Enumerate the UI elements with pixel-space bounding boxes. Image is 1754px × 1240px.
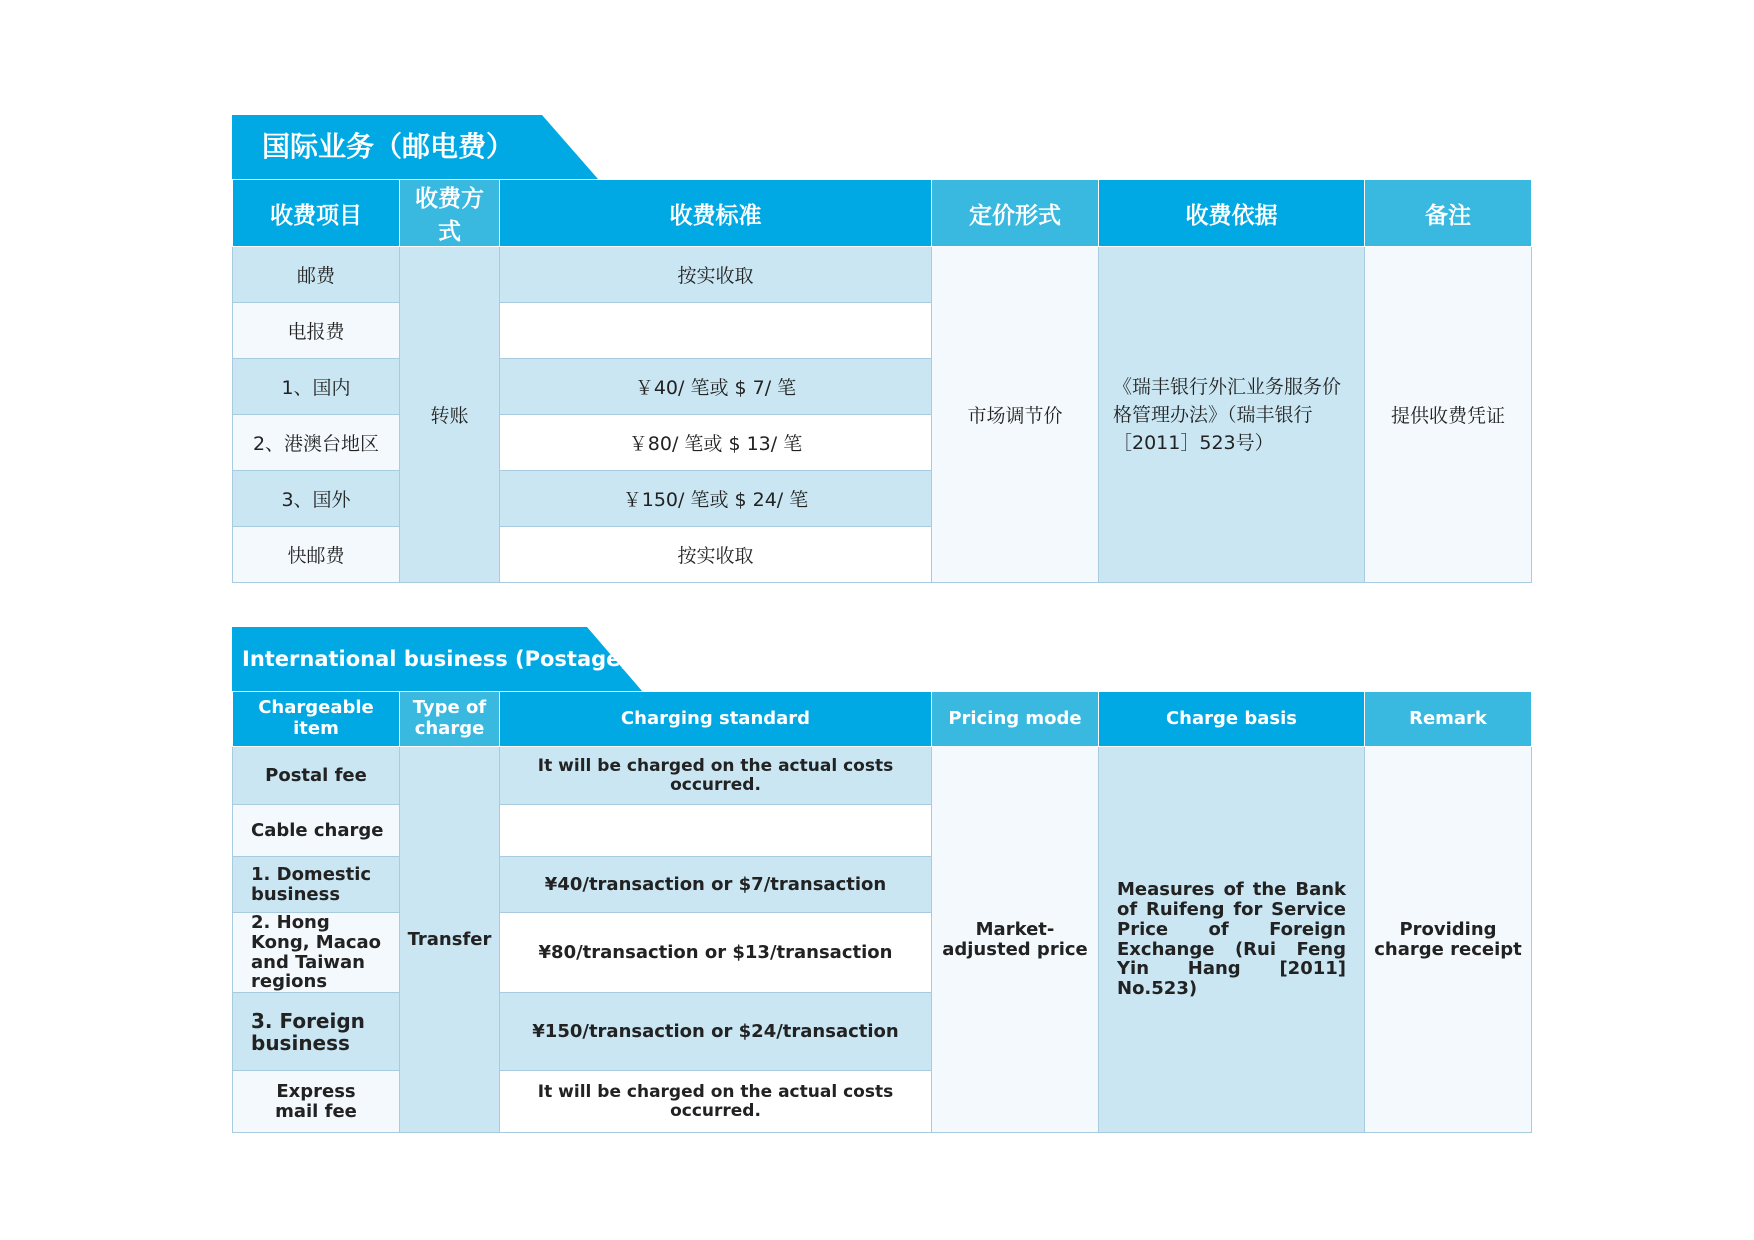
en-header-item: Chargeable item xyxy=(233,692,400,747)
en-item-cell: 3. Foreign business xyxy=(233,993,400,1071)
cn-title-tab xyxy=(232,115,1531,179)
en-header-pricing: Pricing mode xyxy=(932,692,1099,747)
en-charge-type: Transfer xyxy=(400,747,500,1133)
cn-remark: 提供收费凭证 xyxy=(1365,247,1532,583)
en-fee-table xyxy=(232,691,1532,1133)
table-row xyxy=(233,247,1532,303)
en-header-remark: Remark xyxy=(1365,692,1532,747)
cn-header-type: 收费方式 xyxy=(400,180,500,247)
cn-fee-table xyxy=(232,179,1532,583)
en-header-row xyxy=(233,692,1532,747)
cn-standard-cell: ￥40/ 笔或 $ 7/ 笔 xyxy=(500,359,932,415)
cn-item-cell: 2、港澳台地区 xyxy=(233,415,400,471)
cn-header-remark: 备注 xyxy=(1365,180,1532,247)
en-standard-cell: ¥80/transaction or $13/transaction xyxy=(500,913,932,993)
cn-header-pricing: 定价形式 xyxy=(932,180,1099,247)
cn-section-title: 国际业务（邮电费） xyxy=(262,130,515,163)
en-header-standard: Charging standard xyxy=(500,692,932,747)
en-item-cell: Express mail fee xyxy=(233,1071,400,1133)
en-item-cell: 2. Hong Kong, Macao and Taiwan regions xyxy=(233,913,400,993)
cn-header-item: 收费项目 xyxy=(233,180,400,247)
cn-standard-cell: ￥80/ 笔或 $ 13/ 笔 xyxy=(500,415,932,471)
en-header-basis: Charge basis xyxy=(1099,692,1365,747)
en-standard-cell xyxy=(500,805,932,857)
cn-charge-type: 转账 xyxy=(400,247,500,583)
en-item-cell: Cable charge xyxy=(233,805,400,857)
en-standard-cell: It will be charged on the actual costs occurred. xyxy=(500,1071,932,1133)
cn-pricing-mode: 市场调节价 xyxy=(932,247,1099,583)
cn-standard-cell xyxy=(500,303,932,359)
cn-standard-cell: ￥150/ 笔或 $ 24/ 笔 xyxy=(500,471,932,527)
en-item-cell: 1. Domestic business xyxy=(233,857,400,913)
en-standard-cell: ¥150/transaction or $24/transaction xyxy=(500,993,932,1071)
en-header-type: Type of charge xyxy=(400,692,500,747)
cn-item-cell: 快邮费 xyxy=(233,527,400,583)
cn-header-standard: 收费标准 xyxy=(500,180,932,247)
en-standard-cell: It will be charged on the actual costs occurred. xyxy=(500,747,932,805)
cn-item-cell: 1、国内 xyxy=(233,359,400,415)
cn-header-row xyxy=(233,180,1532,247)
cn-item-cell: 邮费 xyxy=(233,247,400,303)
en-charge-basis: Measures of the Bank of Ruifeng for Service Price of Foreign Exchange (Rui Feng Yin Hang [2011] No.523) xyxy=(1099,747,1365,1133)
cn-section xyxy=(232,115,1531,583)
en-pricing-mode: Market-adjusted price xyxy=(932,747,1099,1133)
cn-header-basis: 收费依据 xyxy=(1099,180,1365,247)
en-section-title: International business (Postage) xyxy=(242,647,630,671)
cn-standard-cell: 按实收取 xyxy=(500,527,932,583)
cn-charge-basis: 《瑞丰银行外汇业务服务价格管理办法》（瑞丰银行［2011］523号） xyxy=(1099,247,1365,583)
en-remark: Providing charge receipt xyxy=(1365,747,1532,1133)
en-standard-cell: ¥40/transaction or $7/transaction xyxy=(500,857,932,913)
cn-item-cell: 3、国外 xyxy=(233,471,400,527)
en-item-cell: Postal fee xyxy=(233,747,400,805)
en-section xyxy=(232,627,1531,1133)
cn-item-cell: 电报费 xyxy=(233,303,400,359)
cn-standard-cell: 按实收取 xyxy=(500,247,932,303)
en-title-tab xyxy=(232,627,1531,691)
table-row xyxy=(233,747,1532,805)
